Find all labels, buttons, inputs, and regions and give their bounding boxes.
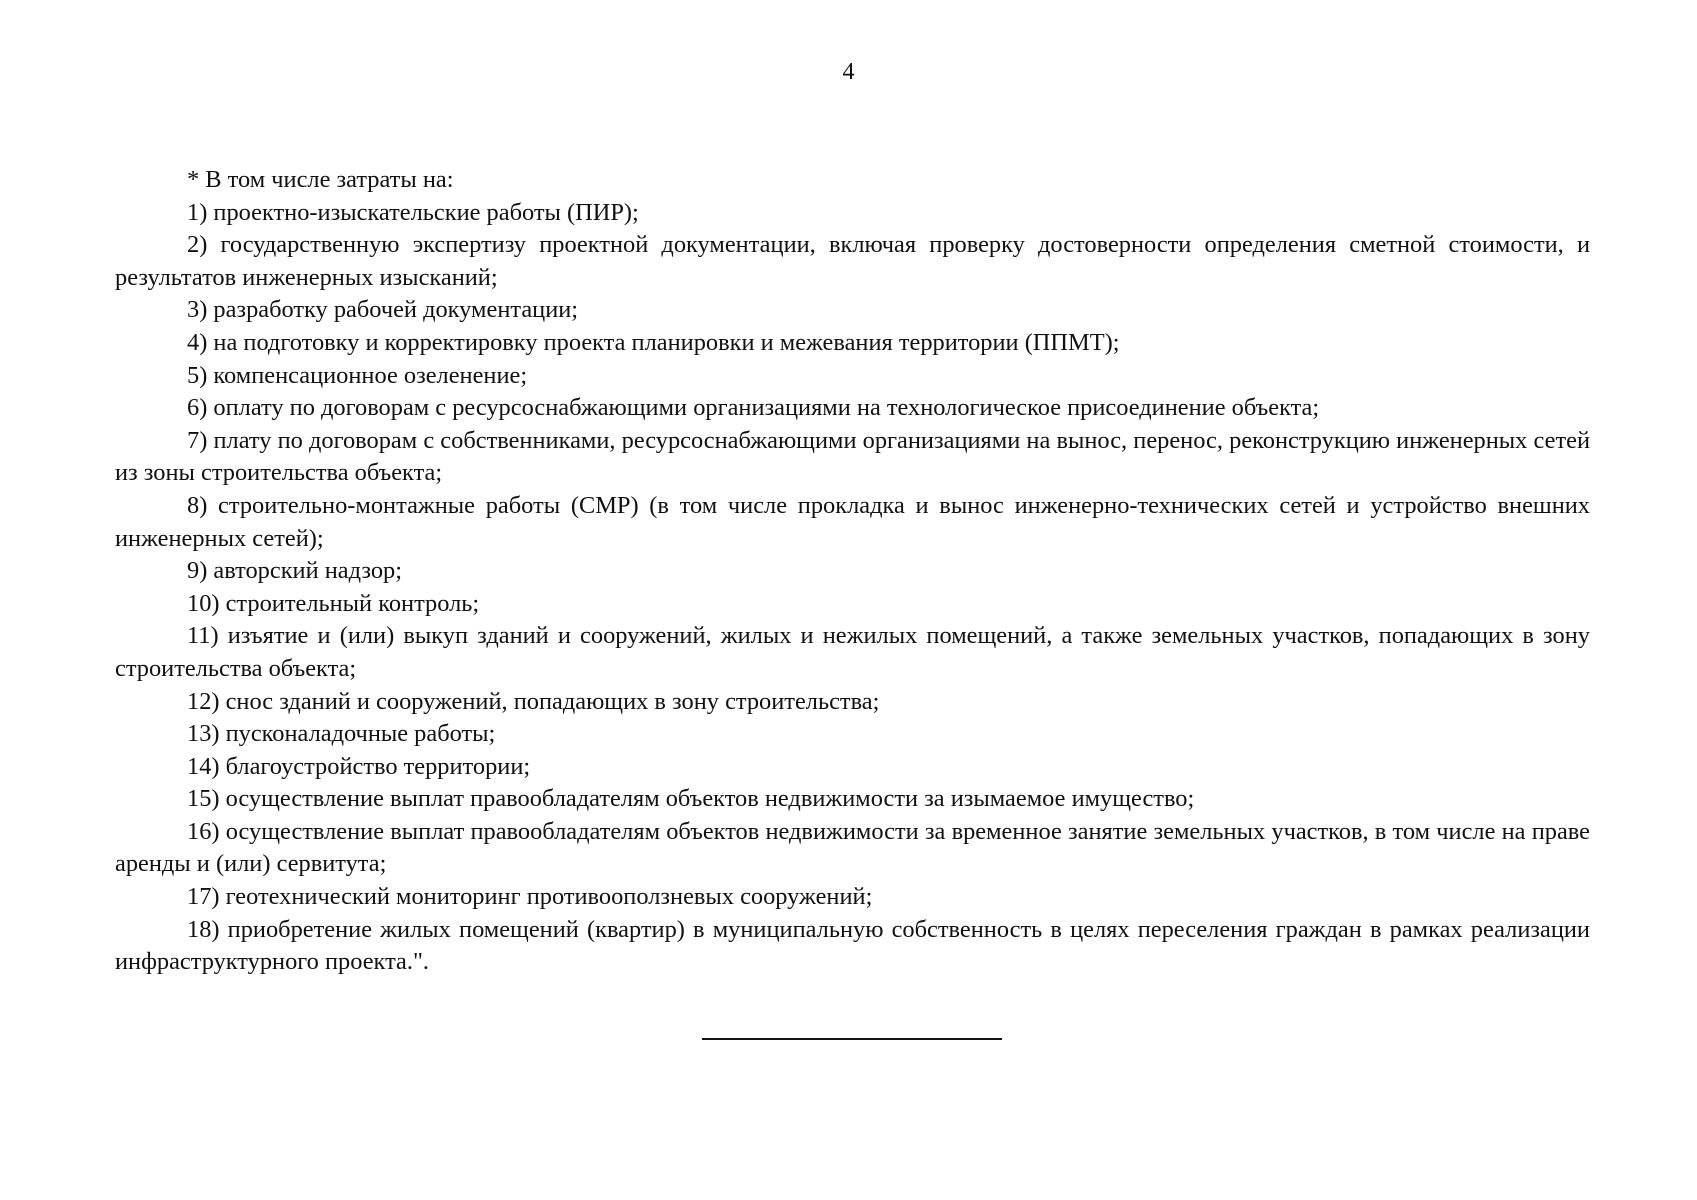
list-item-10: 10) строительный контроль; — [187, 589, 480, 617]
list-item-2: 2) государственную экспертизу проектной документации, включая проверку достоверности определения сметной стоимости, и результатов инженерных изысканий; — [115, 231, 1590, 291]
list-item-11: 11) изъятие и (или) выкуп зданий и сооружений, жилых и нежилых помещений, а также земельных участков, попадающих в зону строительства объекта; — [115, 622, 1590, 682]
list-item-7: 7) плату по договорам с собственниками, ресурсоснабжающими организациями на вынос, перенос, реконструкцию инженерных сетей из зоны строительства объекта; — [115, 426, 1590, 487]
list-item-12: 12) снос зданий и сооружений, попадающих в зону строительства; — [187, 687, 880, 715]
list-item-5: 5) компенсационное озеленение; — [187, 361, 528, 389]
list-item-3: 3) разработку рабочей документации; — [187, 296, 579, 324]
list-item-15: 15) осуществление выплат правообладателям объектов недвижимости за изымаемое имущество; — [187, 785, 1195, 813]
list-item-13: 13) пусконаладочные работы; — [187, 720, 496, 748]
list-item-4: 4) на подготовку и корректировку проекта планировки и межевания территории (ППМТ); — [187, 328, 1120, 356]
list-item-9: 9) авторский надзор; — [187, 557, 403, 585]
page-number: 4 — [842, 59, 855, 85]
list-item-17: 17) геотехнический мониторинг противооползневых сооружений; — [187, 883, 873, 911]
closing-rule — [702, 1038, 1002, 1040]
list-item-6: 6) оплату по договорам с ресурсоснабжающими организациями на технологическое присоединение объекта; — [187, 394, 1320, 422]
list-item-14: 14) благоустройство территории; — [187, 752, 531, 780]
list-item-16: 16) осуществление выплат правообладателям объектов недвижимости за временное занятие земельных участков, в том числе на праве аренды и (или) сервитута; — [115, 817, 1590, 878]
list-item-1: 1) проектно-изыскательские работы (ПИР); — [187, 198, 639, 226]
list-item-18: 18) приобретение жилых помещений (квартир) в муниципальную собственность в целях переселения граждан в рамках реализации инфраструктурного проекта.". — [115, 915, 1590, 976]
footnote-intro: * В том числе затраты на: — [187, 166, 454, 193]
footnote-block — [115, 164, 1590, 979]
list-item-8: 8) строительно-монтажные работы (СМР) (в том числе прокладка и вынос инженерно-технических сетей и устройство внешних инженерных сетей); — [115, 491, 1590, 552]
